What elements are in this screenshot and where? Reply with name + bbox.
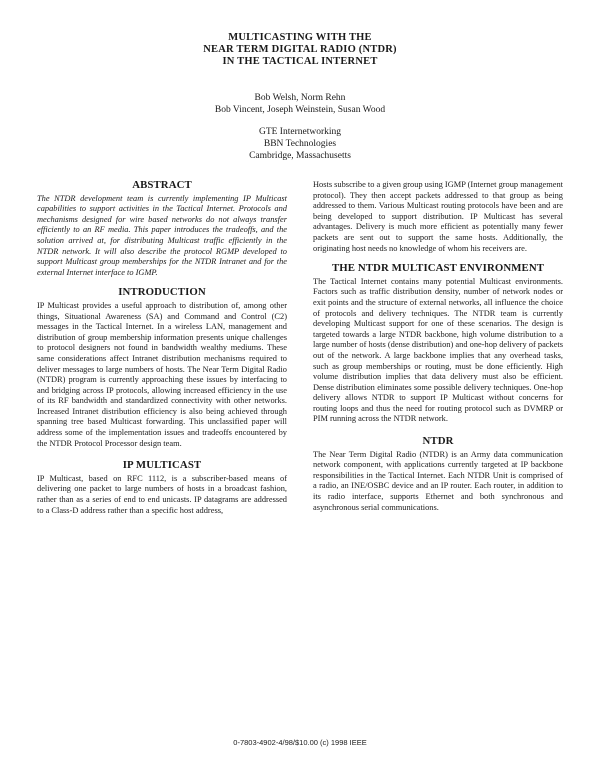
introduction-text: IP Multicast provides a useful approach to distribution of, among other things, Situational Awareness (SA) and Command and Control (C2) messages in the Tactical Internet. In a wireless LAN, management and distribution of group membership information presents unique challenges to protocol designers not found in bandwidth wealthy mediums. These same considerations affect Intranet distribution mechanisms required to deliver messages to large numbers of hosts. The Near Term Digital Radio (NTDR) program is currently approaching these issues by interfacing to and bridging across IP protocols, allowing increased efficiency in the use of its RF bandwidth and standardized connectivity with other networks. Increased Intranet distribution efficiency is also being achieved through spanning tree based Multicast forwarding. This unclassified paper will address some of the implementation issues and tradeoffs encountered by the NTDR Protocol Processor design team. <box>37 300 287 448</box>
abstract-heading: ABSTRACT <box>132 179 192 191</box>
introduction-heading: INTRODUCTION <box>118 286 206 299</box>
affiliation-block <box>0 126 600 162</box>
affiliation-line: BBN Technologies <box>263 139 337 149</box>
ntdr-environment-heading: THE NTDR MULTICAST ENVIRONMENT <box>331 262 545 275</box>
right-column <box>313 180 563 513</box>
copyright-footer: 0-7803-4902-4/98/$10.00 (c) 1998 IEEE <box>233 738 367 747</box>
title-line: MULTICASTING WITH THE <box>228 32 372 43</box>
author-line: Bob Vincent, Joseph Weinstein, Susan Wood <box>214 105 386 115</box>
left-column <box>37 180 287 516</box>
paper-title <box>0 32 600 68</box>
ntdr-text: The Near Term Digital Radio (NTDR) is an Army data communication network component, with applications currently targeted at IP backbone responsibilities in the Tactical Internet. Each NTDR Unit is comprised of a radio, an INE/OSBC device and an IP router. Each router, in addition to its radio interface, supports Ethernet and both synchronous and asynchronous serial communications. <box>313 449 563 512</box>
ntdr-heading: NTDR <box>422 435 454 448</box>
affiliation-line: Cambridge, Massachusetts <box>249 151 351 161</box>
author-block <box>0 92 600 116</box>
ip-multicast-text: IP Multicast, based on RFC 1112, is a subscriber-based means of delivering one packet to large numbers of hosts in a broadcast fashion, rather than as a series of end to end unicasts. IP datagrams are addressed to a Class-D address rather than a specific host address, <box>37 473 287 515</box>
abstract-text: The NTDR development team is currently implementing IP Multicast capabilities to support activities in the Tactical Internet. Protocols and mechanisms designed for wire based networks do not always transfer efficiently to an RF media. This paper introduces the tradeoffs, and the solution arrived at, for distributing Multicast traffic efficiently in the NTDR network. It will also describe the protocol RGMP developed to support Multicast group memberships for the NTDR Intranet and for the external Internet interface to IGMP. <box>37 193 287 277</box>
title-line: IN THE TACTICAL INTERNET <box>222 56 378 67</box>
ip-multicast-heading: IP MULTICAST <box>122 459 202 472</box>
affiliation-line: GTE Internetworking <box>258 127 342 137</box>
ntdr-environment-text: The Tactical Internet contains many potential Multicast environments. Factors such as traffic distribution density, number of network nodes or exit points and the structure of external networks, all influence the choice of protocols and delivery techniques. The NTDR team is currently developing Multicast support for one of these scenarios. The design is targeted towards a large NTDR backbone, high volume distribution to a large number of hosts (dense distribution) and one-hop delivery of packets out of the network. A large backbone implies that any overhead tasks, such as group memberships or routing, must be done efficiently. High volume distribution implies that data delivery must also be efficient. Dense distribution eliminates some possible delivery techniques. One-hop delivery allows NTDR to support IP Multicast without concerns for routing loops and thus the need for routing protocol such as DVMRP or PIM running across the NTDR network. <box>313 276 563 424</box>
author-line: Bob Welsh, Norm Rehn <box>254 93 346 103</box>
ip-multicast-continuation: Hosts subscribe to a given group using IGMP (Internet group management protocol). They then accept packets addressed to that group as being addressed to them. Various Multicast routing protocols have been and are being developed to support distribution. IP Multicast has several advantages. Delivery is much more efficient as potentially many fewer packets are sent out to support the same hosts. Additionally, the originating host needs no knowledge of whom his receivers are. <box>313 180 563 253</box>
title-line: NEAR TERM DIGITAL RADIO (NTDR) <box>203 44 397 55</box>
